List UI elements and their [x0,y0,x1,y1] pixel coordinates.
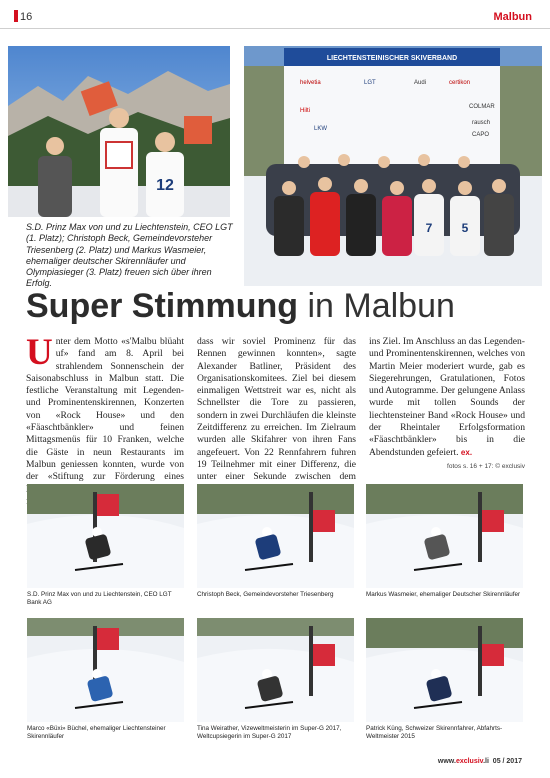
sponsor-logo: rausch [472,120,491,126]
sponsor-logo: helvetia [300,80,321,86]
gate-flag [313,510,335,532]
gate-pole [478,492,482,562]
footer-url-prefix: www. [437,758,456,765]
bib-number: 7 [425,221,433,235]
ski-race-photo [27,484,184,588]
page-accent-bar [14,10,18,22]
ski-race-photo [197,618,354,722]
footer-brand: exclusiv [455,758,484,765]
author-signoff: ex. [460,447,473,457]
article-column-1 [26,332,184,508]
gate-pole [478,626,482,696]
gate-flag [97,628,119,650]
section-title: Malbun [493,11,532,23]
bib-number: 5 [461,221,469,235]
article-column-2: dass wir soviel Prominenz für das Rennen gewinnen konnten», sagte Alexander Batliner, Präsident des Organisationskomitees. Ziel bei diesem einmaligen Wettstreit war es, nicht als Schnellster die Tore zu passieren, sondern in zwei Durchläufen die kleinste Zeitdifferenz zu erreichen. Im Zielraum wurden alle Skifahrer von ihren Fans angefeuert. Von 22 Rennfahrern fuhren 19 Teilnehmer mit einer Differenz, die unter einer Sekunde zwischen dem [197,336,356,483]
ski-photo-caption: Marco «Büxi» Büchel, ehemaliger Liechtensteiner Skirennläufer [27,725,166,740]
sponsor-logo: CAPO [472,132,490,138]
page-number: 16 [20,11,33,23]
ski-photo-caption: Markus Wasmeier, ehemaliger Deutscher Skirennläufer [366,591,521,598]
gate-flag [482,644,504,666]
headline-light: in Malbun [298,287,455,325]
header-divider [0,28,550,29]
sponsor-logo: COLMAR [469,104,495,110]
sponsor-logo: certikon [449,80,471,86]
gate-pole [309,626,313,696]
gate-flag [313,644,335,666]
footer-url-suffix: .li [483,758,489,765]
bib-number: 12 [156,177,174,194]
ski-photo-caption: Patrick Küng, Schweizer Skirennfahrer, Abfahrts-Weltmeister 2015 [366,725,503,740]
column-text: ins Ziel. Im Anschluss an das Legenden- und Prominentenskirennen, welches von Martin Meier moderiert wurde, gab es Siegerehrungen, Gratulationen, Fotos und Autogramme. Der gelungene Anlass wurde mit tollen Sounds der liechtensteiner Band «Rock House» und der Rheintaler Erfolgsformation «Fäaschtbänkler» bis in die Abendstunden gefeiert. [369,336,525,458]
sponsor-logo: LGT [364,80,376,86]
column-text: nter dem Motto «s'Malbu blüaht uf» fand am 8. April bei strahlendem Sonnenschein der Saisonabschluss in Malbun statt. Die festliche Veranstaltung mit Legenden- und Prominentenskirennen, Konzerten von «Rock House» und den «Fäaschtbänkler» und feinen Mittagsmenüs für 10 Franken, welche die Gäste in neun Restaurants im Malbun geniessen konnten, wurde von der «Stiftung zur Förderung eines [26,336,184,483]
drop-cap: U [26,332,53,373]
gate-flag [482,510,504,532]
article-headline [26,285,455,327]
ski-photo-caption: S.D. Prinz Max von und zu Liechtenstein, CEO LGT Bank AG [27,591,172,606]
ski-race-photo [197,484,354,588]
gate-pole [309,492,313,562]
headline-bold: Super Stimmung [26,287,299,325]
sponsor-logo: LKW [314,126,328,132]
article-column-3 [369,336,525,459]
ski-photo-caption: Christoph Beck, Gemeindevorsteher Triesenberg [197,591,334,598]
photo-credit: fotos s. 16 + 17: © exclusiv [447,463,525,470]
sponsor-logo: Hilti [300,108,310,114]
ski-race-photo [366,484,523,588]
ski-race-photo [366,618,523,722]
footer-issue: 05 / 2017 [492,758,522,765]
photo-caption: S.D. Prinz Max von und zu Liechtenstein, CEO LGT (1. Platz); Christoph Beck, Gemeindevorsteher Triesenberg (2. Platz) und Markus Wasmeier, ehemaliger deutscher Skirennläufer und Olympiasieger (3. Platz) freuen sich über ihren Erfolg. [26,222,233,289]
sponsor-logo: Audi [414,80,427,86]
footer [438,758,522,765]
podium-photo [8,46,230,217]
ski-race-photo [27,618,184,722]
group-photo [244,46,542,286]
ski-photo-caption: Tina Weirather, Vizeweltmeisterin im Super-G 2017, Weltcupsiegerin im Super-G 2017 [197,725,342,740]
gate-flag [97,494,119,516]
banner-title: LIECHTENSTEINISCHER SKIVERBAND [326,55,458,62]
